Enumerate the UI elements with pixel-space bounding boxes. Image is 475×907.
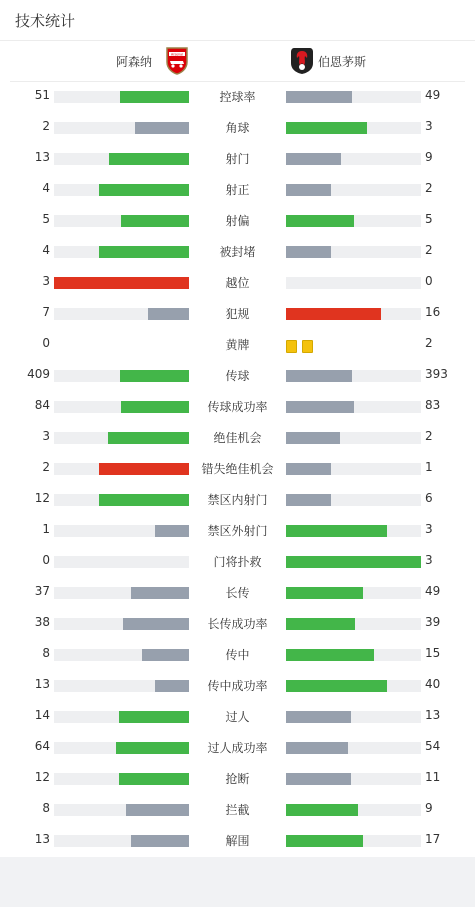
home-stat-value: 8 [42,646,50,660]
home-stat-bar-fill [155,680,189,692]
home-stat-bar-track [54,153,189,165]
stat-row [0,453,475,484]
home-stat-value: 8 [42,801,50,815]
stat-label: 绝佳机会 [213,431,262,445]
stat-label: 射正 [225,183,250,197]
away-team-name: 伯恩茅斯 [318,55,367,69]
stat-row [0,391,475,422]
away-stat-bar-track [286,618,421,630]
away-stat-value: 2 [425,243,433,257]
home-stat-bar-fill [135,122,189,134]
away-stat-bar-track [286,370,421,382]
stat-label: 长传 [225,586,250,600]
away-stat-value: 5 [425,212,433,226]
away-stat-value: 13 [425,708,441,722]
stat-row [0,298,475,329]
home-stat-bar-fill [121,401,189,413]
away-stat-bar-track [286,494,421,506]
home-stat-value: 64 [34,739,50,753]
stat-row [0,515,475,546]
home-stat-bar-track [54,370,189,382]
home-stat-bar-track [54,494,189,506]
home-stat-bar-fill [120,91,189,103]
home-stat-bar-fill [119,773,189,785]
away-stat-value: 9 [425,801,433,815]
stat-label: 传中 [225,648,250,662]
stat-row [0,608,475,639]
away-stat-bar-fill [286,370,352,382]
home-stat-value: 13 [34,832,50,846]
home-stat-bar-fill [155,525,189,537]
away-stat-bar-track [286,184,421,196]
home-stat-value: 14 [34,708,50,722]
stat-label: 传球 [225,369,250,383]
home-stat-value: 7 [42,305,50,319]
home-stat-bar-fill [99,494,189,506]
home-stat-value: 2 [42,119,50,133]
stats-header [0,0,475,41]
away-stat-bar-track [286,122,421,134]
away-stat-bar-track [286,432,421,444]
stat-row [0,329,475,360]
stat-label: 过人 [225,710,250,724]
home-stat-bar-track [54,742,189,754]
home-stat-value: 51 [34,88,50,102]
stat-label: 过人成功率 [207,741,268,755]
stat-row [0,670,475,701]
stat-label: 射偏 [225,214,250,228]
home-stat-value: 0 [42,336,50,350]
away-stat-bar-fill [286,587,363,599]
arsenal-crest-icon [165,47,189,75]
home-stat-value: 37 [34,584,50,598]
home-stat-bar-track [54,835,189,847]
home-stat-bar-fill [142,649,189,661]
home-stat-bar-track [54,804,189,816]
stat-label: 传中成功率 [207,679,268,693]
home-stat-bar-track [54,649,189,661]
away-stat-bar-track [286,680,421,692]
away-stat-bar-track [286,556,421,568]
home-stat-value: 1 [42,522,50,536]
yellow-card-icon [286,340,297,353]
home-stat-bar-fill [99,184,189,196]
home-stat-bar-track [54,184,189,196]
away-stat-bar-track [286,215,421,227]
away-stat-bar-fill [286,804,358,816]
away-stat-value: 16 [425,305,441,319]
stat-row [0,484,475,515]
away-stat-bar-track [286,773,421,785]
away-stat-bar-fill [286,835,363,847]
home-stat-bar-fill [148,308,189,320]
away-stat-bar-fill [286,680,387,692]
stat-row [0,236,475,267]
away-stat-bar-fill [286,153,341,165]
stat-row [0,763,475,794]
stat-row [0,639,475,670]
away-stat-bar-fill [286,649,374,661]
stat-row [0,267,475,298]
page-title: 技术统计 [15,12,76,30]
away-stat-value: 6 [425,491,433,505]
home-stat-bar-track [54,122,189,134]
bournemouth-crest-icon [290,47,314,75]
home-stat-value: 13 [34,677,50,691]
away-stat-bar-fill [286,432,340,444]
home-stat-value: 0 [42,553,50,567]
home-stat-bar-track [54,277,189,289]
away-stat-bar-track [286,277,421,289]
home-stat-value: 12 [34,770,50,784]
home-stat-value: 13 [34,150,50,164]
stat-row [0,825,475,856]
home-stat-bar-track [54,91,189,103]
away-stat-bar-fill [286,463,331,475]
stat-row [0,546,475,577]
home-stat-value: 84 [34,398,50,412]
away-stat-value: 11 [425,770,441,784]
away-stat-value: 9 [425,150,433,164]
stat-row [0,143,475,174]
away-stat-bar-fill [286,494,331,506]
stat-row [0,81,475,112]
away-stat-bar-track [286,308,421,320]
teams-row [10,41,465,82]
away-stat-bar-track [286,525,421,537]
away-stat-value: 15 [425,646,441,660]
away-stat-value: 2 [425,336,433,350]
away-stat-bar-track [286,153,421,165]
stat-row [0,422,475,453]
home-stat-bar-fill [109,153,189,165]
away-stat-value: 0 [425,274,433,288]
stat-label: 犯规 [225,307,250,321]
stat-label: 拦截 [225,803,250,817]
home-stat-bar-track [54,463,189,475]
stat-label: 越位 [225,276,250,290]
yellow-card-icon [302,340,313,353]
stat-row [0,732,475,763]
stat-label: 传球成功率 [207,400,268,414]
home-stat-value: 38 [34,615,50,629]
home-stat-bar-fill [119,711,189,723]
home-stat-bar-fill [54,277,189,289]
away-yellow-cards [286,338,318,351]
home-stat-bar-fill [123,618,189,630]
away-stat-value: 3 [425,553,433,567]
home-stat-bar-fill [99,463,189,475]
home-stat-bar-track [54,618,189,630]
away-stat-bar-track [286,649,421,661]
stat-row [0,577,475,608]
stat-label: 抢断 [225,772,250,786]
away-stat-bar-fill [286,246,331,258]
home-stat-bar-track [54,680,189,692]
away-stat-bar-track [286,246,421,258]
home-stat-bar-track [54,432,189,444]
home-stat-bar-track [54,773,189,785]
home-stat-bar-track [54,215,189,227]
away-stat-bar-fill [286,742,348,754]
stat-label: 长传成功率 [207,617,268,631]
home-stat-bar-track [54,587,189,599]
stat-label: 被封堵 [219,245,256,259]
away-stat-bar-fill [286,215,354,227]
away-stat-bar-track [286,804,421,816]
stat-row [0,112,475,143]
home-stat-bar-fill [131,587,189,599]
away-stat-value: 2 [425,429,433,443]
away-stat-bar-track [286,91,421,103]
away-stat-value: 393 [425,367,448,381]
home-stat-bar-fill [116,742,189,754]
stat-label: 禁区外射门 [207,524,268,538]
home-stat-bar-fill [121,215,189,227]
home-stat-value: 5 [42,212,50,226]
stat-row [0,174,475,205]
away-stat-bar-fill [286,308,381,320]
away-stat-bar-fill [286,525,387,537]
home-team-name: 阿森纳 [115,55,152,69]
away-stat-value: 39 [425,615,441,629]
stat-label: 错失绝佳机会 [201,462,274,476]
crest-text: Arsenal [171,52,183,57]
away-stat-bar-track [286,587,421,599]
away-stat-value: 3 [425,522,433,536]
away-stat-bar-track [286,835,421,847]
away-stat-bar-track [286,463,421,475]
home-stat-value: 4 [42,243,50,257]
home-stat-bar-fill [126,804,189,816]
home-stat-value: 3 [42,274,50,288]
away-stat-value: 40 [425,677,441,691]
away-stat-bar-fill [286,618,355,630]
home-stat-bar-track [54,308,189,320]
home-stat-bar-fill [108,432,189,444]
home-stat-value: 3 [42,429,50,443]
home-stat-bar-fill [131,835,189,847]
away-stat-bar-fill [286,122,367,134]
home-stat-value: 2 [42,460,50,474]
away-stat-value: 2 [425,181,433,195]
away-stat-bar-track [286,401,421,413]
away-stat-value: 1 [425,460,433,474]
away-stat-bar-fill [286,773,351,785]
away-stat-bar-fill [286,184,331,196]
home-stat-bar-track [54,711,189,723]
away-stat-value: 49 [425,88,441,102]
stat-row [0,701,475,732]
away-stat-value: 49 [425,584,441,598]
home-stat-bar-fill [99,246,189,258]
stat-label: 控球率 [219,90,256,104]
home-stat-value: 4 [42,181,50,195]
stat-row [0,360,475,391]
stat-label: 解围 [225,834,250,848]
away-stat-bar-track [286,711,421,723]
stat-label: 黄牌 [225,338,250,352]
home-stat-value: 409 [27,367,50,381]
stat-row [0,794,475,825]
away-stat-value: 3 [425,119,433,133]
away-stat-bar-fill [286,711,351,723]
stat-label: 射门 [225,152,250,166]
away-stat-value: 17 [425,832,441,846]
home-stat-bar-fill [120,370,189,382]
away-stat-value: 54 [425,739,441,753]
home-stat-bar-track [54,525,189,537]
home-stat-bar-track [54,556,189,568]
away-stat-bar-fill [286,91,352,103]
home-stat-bar-track [54,401,189,413]
stat-label: 门将扑救 [213,555,262,569]
home-stat-value: 12 [34,491,50,505]
away-stat-bar-fill [286,401,354,413]
away-stat-bar-track [286,742,421,754]
home-stat-bar-track [54,246,189,258]
away-stat-value: 83 [425,398,441,412]
stat-label: 角球 [225,121,250,135]
away-stat-bar-fill [286,556,421,568]
stat-label: 禁区内射门 [207,493,268,507]
stat-row [0,205,475,236]
